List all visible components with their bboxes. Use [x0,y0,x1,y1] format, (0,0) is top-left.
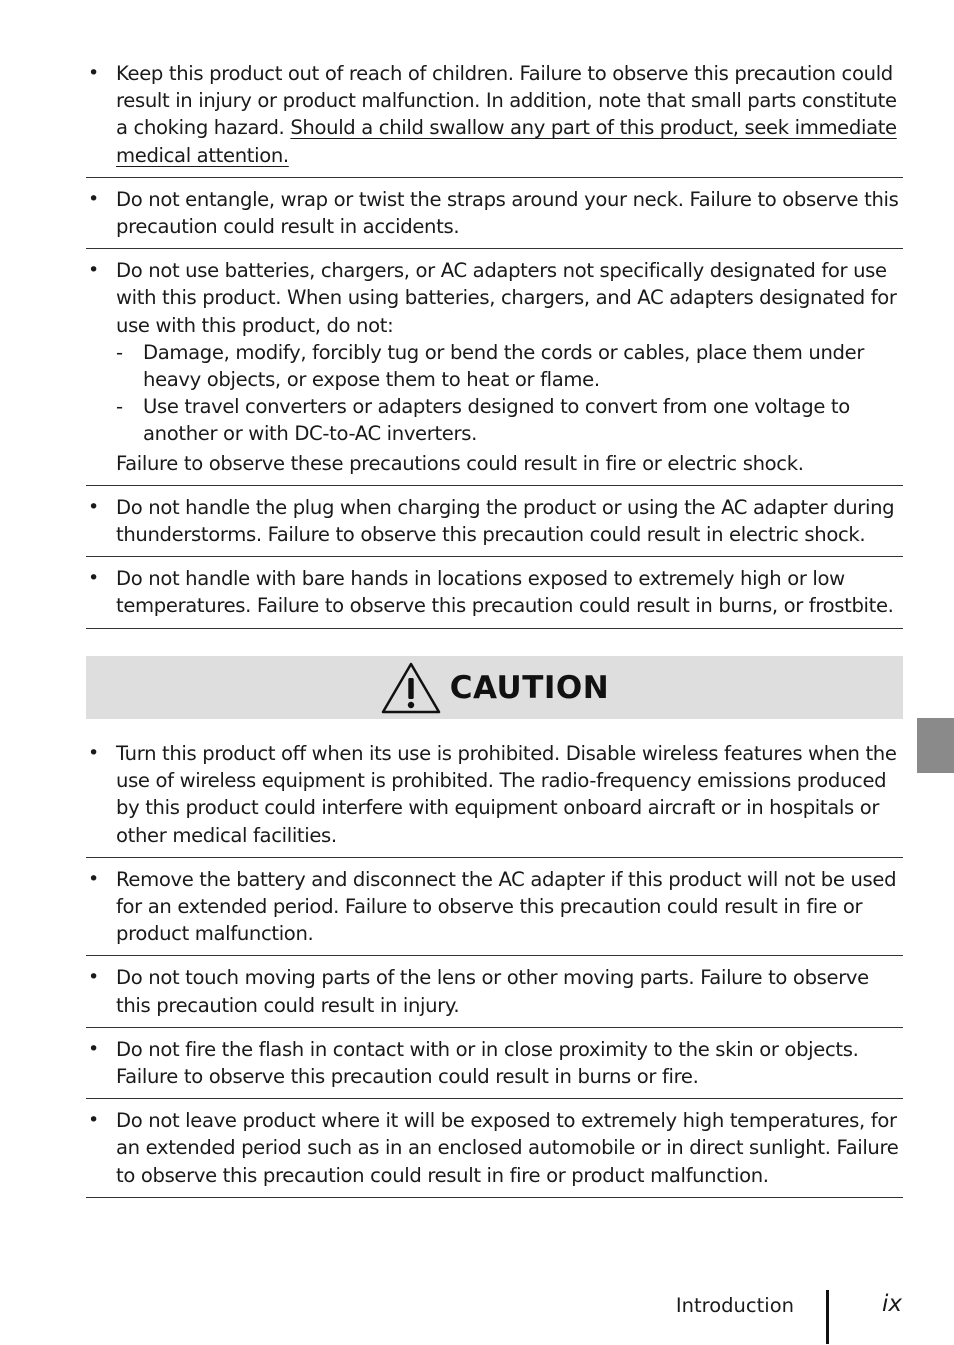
item-text: Do not leave product where it will be exposed to extremely high temperatures, for an extended period such as in an enclosed automobile or in direct sunlight. Failure to observe this precaution could result in fire or product malfunction. [116,1109,899,1187]
bullet: • [88,966,99,989]
page-number: ix [882,1291,903,1317]
list-item [86,178,903,249]
bullet: • [88,742,99,764]
item-text: Do not entangle, wrap or twist the straps around your neck. Failure to observe this precaution could result in accidents. [116,187,899,239]
list-item [86,486,903,557]
bullet: • [88,567,99,590]
bullet: • [88,1037,99,1060]
section-side-tab [917,718,954,773]
footer-divider [826,1290,829,1344]
item-underlined-text: Should a child swallow any part of this product, seek immediate medical attention. [116,116,897,167]
item-text: Keep this product out of reach of children. Failure to observe this precaution could result in injury or product malfunction. In addition, note that small parts constitute a choking hazard. [116,62,897,140]
item-text: Do not handle the plug when charging the product or using the AC adapter during thunderstorms. Failure to observe this precaution could result in electric shock. [116,495,895,547]
warning-triangle-icon [380,661,442,715]
item-text: Turn this product off when its use is prohibited. Disable wireless features when the use of wireless equipment is prohibited. The radio-frequency emissions produced by this product could interfere with equipment onboard aircraft or in hospitals or other medical facilities. [116,742,897,847]
bullet: • [88,62,99,84]
sub-item-text: Damage, modify, forcibly tug or bend the cords or cables, place them under heavy objects, or expose them to heat or flame. [143,340,865,392]
caution-list-section [86,740,903,1198]
list-item [86,557,903,628]
item-text: Remove the battery and disconnect the AC adapter if this product will not be used for an extended period. Failure to observe this precaution could result in fire or product malfunction. [116,867,897,946]
sub-item-text: Use travel converters or adapters designed to convert from one voltage to another or with DC-to-AC inverters. [143,395,850,446]
list-item [86,956,903,1027]
warning-list-section [86,60,903,629]
bullet: • [88,867,99,890]
footer-section-label: Introduction [675,1294,794,1317]
item-text: Do not fire the flash in contact with or in close proximity to the skin or objects. Failure to observe this precaution could result in burns or fire. [116,1037,859,1089]
list-item [86,858,903,957]
dash: - [116,340,123,364]
dash: - [116,395,123,419]
warning-list [86,60,903,629]
bullet: • [88,495,99,518]
bullet: • [88,187,99,210]
item-text: Do not handle with bare hands in locations exposed to extremely high or low temperatures. Failure to observe this precaution could result in burns, or frostbite. [116,567,894,618]
bullet: • [88,259,99,282]
list-item [86,740,903,858]
list-item [86,1099,903,1198]
list-item [86,249,903,486]
sub-item [116,393,903,447]
item-tail-text: Failure to observe these precautions could result in fire or electric shock. [116,451,804,475]
item-text: Do not use batteries, chargers, or AC adapters not specifically designated for use with this product. When using batteries, chargers, and AC adapters designated for use with this product, do not: [116,259,897,337]
caution-heading: CAUTION [449,669,610,706]
item-text: Do not touch moving parts of the lens or other moving parts. Failure to observe this precaution could result in injury. [116,966,869,1017]
list-item [86,60,903,178]
list-item [86,1028,903,1099]
sub-item [116,339,903,393]
caution-list [86,740,903,1198]
caution-banner [86,656,903,719]
bullet: • [88,1109,99,1132]
